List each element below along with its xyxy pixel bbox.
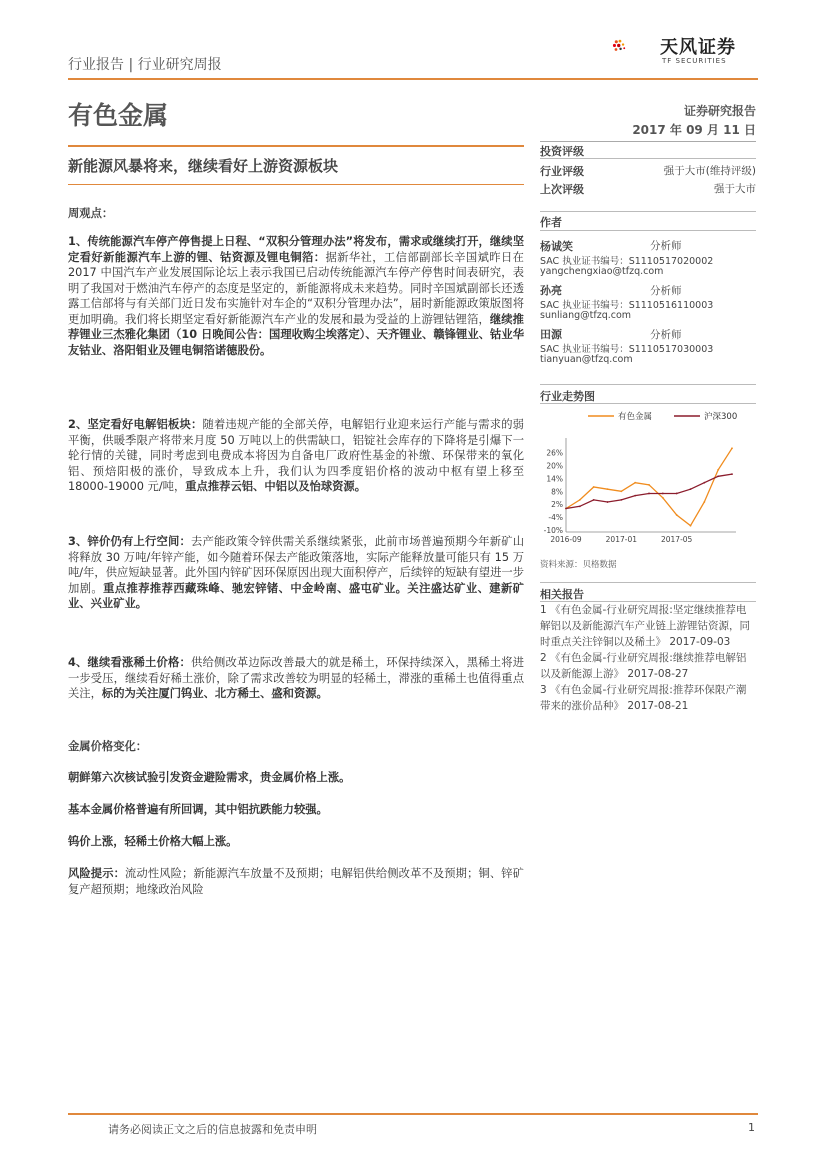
data-point [690,488,692,490]
industry-trend-chart [540,406,756,546]
metal-note-1: 朝鲜第六次核试验引发资金避险需求，贵金属价格上涨。 [68,771,351,784]
data-point [662,493,664,495]
series-line [566,474,732,508]
logo-petal [613,44,616,47]
author-name: 杨诚笑 [540,240,573,253]
header-rule [68,78,758,80]
legend-label: 沪深300 [704,412,738,422]
tf-securities-logo [612,22,658,72]
divider [540,158,756,159]
point-4-title: 4、继续看涨稀土价格： [68,656,191,669]
author-cert: SAC 执业证书编号：S1110516110003 [540,300,714,311]
rating-title: 投资评级 [540,145,584,158]
divider [540,230,756,231]
brand-name-en: TF SECURITIES [662,57,727,65]
authors-title: 作者 [540,216,562,229]
x-tick-label: 2017-01 [605,535,638,544]
prev-rating-value: 强于大市 [714,183,756,195]
x-tick-label: 2016-09 [550,535,582,544]
trend-title: 行业走势图 [540,390,595,403]
point-2-title: 2、坚定看好电解铝板块： [68,418,203,431]
report-type: 行业报告 | 行业研究周报 [68,57,222,73]
logo-petal [622,43,624,45]
author-name: 田源 [540,328,562,341]
y-tick-label: 8% [551,487,563,497]
point-3-picks: 重点推荐推荐西藏珠峰、驰宏锌锗、中金岭南、盛屯矿业。关注盛达矿业、建新矿业、兴业矿业。 [68,581,524,610]
data-point [703,501,705,503]
y-tick-label: 26% [546,448,563,458]
metal-note-2: 基本金属价格普遍有所回调，其中铝抗跌能力较强。 [68,803,328,816]
divider [540,403,756,404]
data-point [620,490,622,492]
related-title: 相关报告 [540,588,584,601]
author-cert: SAC 执业证书编号：S1110517020002 [540,256,714,267]
data-point [565,508,567,510]
point-4 [68,655,524,702]
point-2 [68,417,524,495]
page-number: 1 [748,1121,755,1134]
point-3-title: 3、锌价仍有上行空间： [68,535,191,548]
author-role: 分析师 [650,329,682,341]
footer-rule [68,1113,758,1115]
data-point [634,482,636,484]
point-4-picks: 标的为关注厦门钨业、北方稀土、盛和资源。 [101,687,328,700]
point-1-picks: 继续推荐锂业三杰雅化集团（10 日晚间公告：国理收购尘埃落定）、天齐锂业、赣锋锂业、钴业华友钴业、洛阳钼业及锂电铜箔诺德股份。 [68,312,524,357]
divider [540,582,756,583]
related-item[interactable]: 1 《有色金属-行业研究周报:坚定继续推荐电解铝以及新能源汽车产业链上游锂钴资源，同时重点关注锌铜以及稀土》 2017-09-03 [540,604,750,648]
point-1-title: 1、传统能源汽车停产停售提上日程、“双积分管理办法”将发布，需求或继续打开，继续坚定看好新能源汽车上游的锂、钴资源及锂电铜箔： [68,235,524,264]
author-role: 分析师 [650,240,682,252]
related-item[interactable]: 2 《有色金属-行业研究周报:继续推荐电解铝以及新能源上游》 2017-08-27 [540,652,747,680]
data-point [648,484,650,486]
point-1-text: 据新华社，工信部副部长辛国斌昨日在 2017 中国汽车产业发展国际论坛上表示我国已启动传统能源汽车停产停售时间表研究，表明了我国对于燃油汽车停产的态度是坚定的，新能源将成未来趋势。同时辛国斌副部长还透露工信部将与有关部门近日发布实施针对车企的“双积分管理办法”，届时新能源政策版图将更加明确。我们将长期坚定看好新能源汽车产业的发展和最为受益的上游锂钴锂箔， [68,250,524,326]
divider [540,211,756,212]
weekly-view-label [68,206,524,222]
rating-value: 强于大市(维持评级) [663,165,756,177]
metal-price-title: 金属价格变化： [68,740,148,753]
data-point [607,488,609,490]
headline-rule-bottom [68,184,524,185]
brand-name: 天风证券 [660,37,736,58]
author-email[interactable]: tianyuan@tfzq.com [540,354,633,365]
footer-disclaimer[interactable]: 请务必阅读正文之后的信息披露和免责申明 [108,1123,317,1136]
data-point [579,499,581,501]
data-point [731,473,733,475]
data-point [731,447,733,449]
logo-petal [615,40,618,43]
metal-note-row [68,834,524,850]
prev-rating-label: 上次评级 [540,183,584,196]
divider [540,384,756,385]
data-point [607,501,609,503]
related-list [540,602,756,714]
data-point [690,525,692,527]
metal-note-row [68,770,524,786]
point-2-picks: 重点推荐云铝、中铝以及怡球资源。 [185,480,367,493]
author-role: 分析师 [650,285,682,297]
metal-price-title-row [68,739,524,755]
data-point [717,469,719,471]
point-4-text: 供给侧改革边际改善最大的就是稀土，环保持续深入，黑稀土将进一步受压，继续看好稀土涨价，除了需求改善较为明显的轻稀土，滞涨的重稀土也值得重点关注， [68,656,524,700]
series-line [566,448,732,525]
author-email[interactable]: sunliang@tfzq.com [540,310,632,321]
point-3-text: 去产能政策令锌供需关系继续紧张，此前市场普遍预期今年新矿山将释放 30 万吨/年锌产能，如今随着环保去产能政策落地，实际产能释放量可能只有 15 万吨/年，供应短缺显著。此外国内锌矿因环保原因出现大面积停产，后续锌的短缺有望进一步加剧。 [68,535,524,595]
data-point [593,486,595,488]
headline: 新能源风暴将来，继续看好上游资源板块 [68,157,339,175]
data-point [676,514,678,516]
data-point [662,497,664,499]
weekly-view-title: 周观点： [68,207,114,220]
y-tick-label: 14% [546,474,563,484]
data-point [703,482,705,484]
risk-notice [68,866,524,897]
y-tick-label: 2% [551,500,563,510]
data-point [620,499,622,501]
related-item[interactable]: 3 《有色金属-行业研究周报:推荐环保限产潮带来的涨价品种》 2017-08-21 [540,684,747,712]
author-cert: SAC 执业证书编号：S1110517030003 [540,344,714,355]
data-point [676,493,678,495]
data-point [717,475,719,477]
x-tick-label: 2017-05 [660,535,693,544]
y-tick-label: -10% [543,526,563,535]
y-tick-label: -4% [548,513,563,523]
logo-petal [623,47,625,49]
report-date: 2017 年 09 月 11 日 [632,123,756,137]
data-point [579,505,581,507]
metal-note-row [68,802,524,818]
data-point [634,495,636,497]
logo-petal [619,48,621,50]
risk-text: 流动性风险；新能源汽车放量不及预期；电解铝供给侧改革不及预期；铜、锌矿复产超预期；地缘政治风险 [68,867,524,896]
logo-petal [615,48,618,51]
logo-petal [619,40,622,43]
author-name: 孙亮 [540,284,562,297]
chart-source: 资料来源：贝格数据 [540,560,617,570]
headline-rule-top [68,145,524,147]
report-kind: 证券研究报告 [683,104,756,118]
sector-title: 有色金属 [68,101,169,130]
y-tick-label: 20% [546,461,563,471]
data-point [648,493,650,495]
point-1 [68,234,524,358]
logo-petal [617,44,620,47]
point-2-text: 随着违规产能的全部关停，电解铝行业迎来运行产能与需求的弱平衡，供暖季限产将带来月度 50 万吨以上的供需缺口，铝锭社会库存的下降将是引爆下一轮行情的关键，同时考虑到电费成本将因为自备电厂政府性基金的补缴、环保带来的氧化铝、预焙阳极的涨价，导致成本上升，我们认为四季度铝价格的波动中枢有望上移至 18000-19000 元/吨， [68,418,524,493]
metal-note-3: 钨价上涨，轻稀土价格大幅上涨。 [68,835,238,848]
rating-label: 行业评级 [540,165,584,178]
legend-label: 有色金属 [618,412,653,422]
sidebar-rule-top [540,141,756,142]
risk-title: 风险提示： [68,867,126,880]
data-point [593,499,595,501]
point-3 [68,534,524,612]
author-email[interactable]: yangchengxiao@tfzq.com [540,266,664,277]
